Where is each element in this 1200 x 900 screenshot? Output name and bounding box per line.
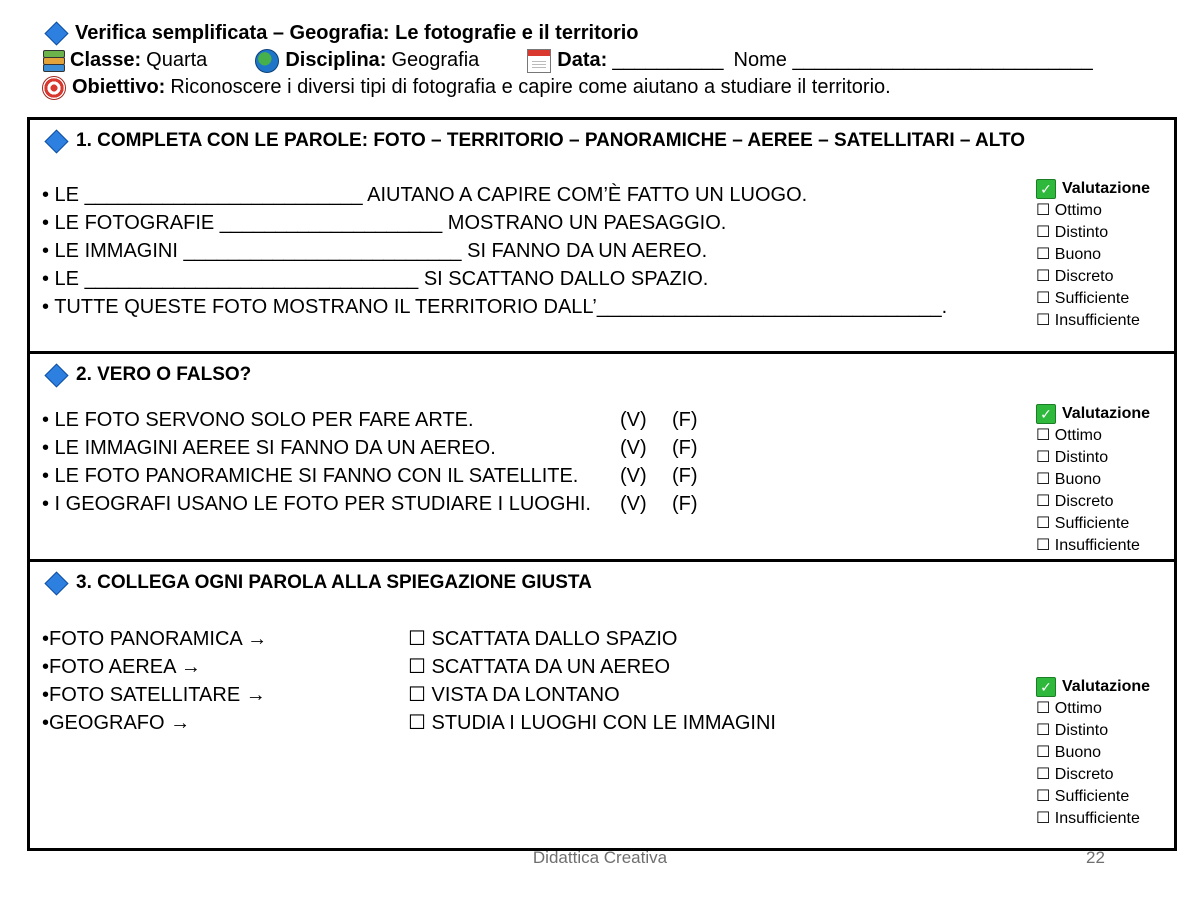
target-icon (42, 76, 66, 100)
option-f[interactable]: (F) (672, 437, 698, 459)
disciplina-label: Disciplina: (285, 49, 387, 71)
list-item: • I GEOGRAFI USANO LE FOTO PER STUDIARE I LUOGHI. (V) (F) (42, 490, 698, 518)
diamond-icon (44, 129, 68, 153)
eval-option-ottimo[interactable]: ☐ Ottimo (1036, 427, 1102, 444)
eval-option-buono[interactable]: ☐ Buono (1036, 246, 1102, 263)
eval-option-insufficiente[interactable]: ☐ Insufficiente (1036, 810, 1140, 827)
calendar-icon (527, 49, 551, 73)
option-v[interactable]: (V) (620, 409, 647, 431)
list-item[interactable]: • LE ______________________________ SI SCATTANO DALLO SPAZIO. (42, 268, 709, 290)
list-item (42, 653, 776, 681)
match-option[interactable]: ☐ SCATTATA DALLO SPAZIO (408, 628, 678, 650)
diamond-icon (44, 21, 68, 45)
header (42, 20, 1182, 101)
eval-option-ottimo[interactable]: ☐ Ottimo (1036, 700, 1102, 717)
list-item[interactable]: • LE _________________________ AIUTANO A CAPIRE COM’È FATTO UN LUOGO. (42, 184, 808, 206)
option-f[interactable]: (F) (672, 409, 698, 431)
checkmark-icon: ✓ (1036, 677, 1056, 697)
option-v[interactable]: (V) (620, 465, 647, 487)
diamond-icon (44, 571, 68, 595)
list-item: • LE IMMAGINI AEREE SI FANNO DA UN AEREO. (V) (F) (42, 434, 698, 462)
checkmark-icon: ✓ (1036, 404, 1056, 424)
diamond-icon (44, 363, 68, 387)
true-false-list (42, 406, 698, 518)
list-item[interactable]: • LE IMMAGINI _________________________ SI FANNO DA UN AEREO. (42, 240, 708, 262)
footer-brand: Didattica Creativa (532, 848, 668, 867)
section-completa (30, 120, 1174, 348)
objective-line (42, 74, 1182, 101)
eval-option-discreto[interactable]: ☐ Discreto (1036, 766, 1114, 783)
evaluation-box (1036, 676, 1150, 830)
list-item (42, 681, 776, 709)
match-term: •FOTO AEREA → (42, 656, 201, 678)
section-collega (30, 559, 1174, 851)
match-option[interactable]: ☐ SCATTATA DA UN AEREO (408, 656, 671, 678)
data-label: Data: (557, 49, 608, 71)
list-item[interactable]: • TUTTE QUESTE FOTO MOSTRANO IL TERRITORIO DALL’_______________________________. (42, 296, 948, 318)
option-v[interactable]: (V) (620, 437, 647, 459)
match-option[interactable]: ☐ STUDIA I LUOGHI CON LE IMMAGINI (408, 712, 776, 734)
evaluation-header: ✓ Valutazione (1036, 676, 1150, 698)
evaluation-header: ✓ Valutazione (1036, 403, 1150, 425)
obiettivo-text: Riconoscere i diversi tipi di fotografia e capire come aiutano a studiare il territorio. (170, 76, 891, 98)
page-title: Verifica semplificata – Geografia: Le fotografie e il territorio (75, 22, 639, 44)
books-icon (42, 50, 64, 72)
checkmark-icon: ✓ (1036, 179, 1056, 199)
section-title: 3. COLLEGA OGNI PAROLA ALLA SPIEGAZIONE GIUSTA (44, 572, 592, 594)
classe-value: Quarta (146, 49, 208, 71)
list-item[interactable]: • LE FOTOGRAFIE ____________________ MOSTRANO UN PAESAGGIO. (42, 212, 727, 234)
eval-option-ottimo[interactable]: ☐ Ottimo (1036, 202, 1102, 219)
match-term: •FOTO SATELLITARE → (42, 684, 266, 706)
evaluation-box (1036, 403, 1150, 557)
list-item (42, 709, 776, 737)
fill-in-list (42, 181, 947, 321)
data-blank[interactable]: __________ (612, 49, 724, 71)
eval-option-sufficiente[interactable]: ☐ Sufficiente (1036, 290, 1130, 307)
eval-option-buono[interactable]: ☐ Buono (1036, 471, 1102, 488)
eval-option-discreto[interactable]: ☐ Discreto (1036, 268, 1114, 285)
option-f[interactable]: (F) (672, 493, 698, 515)
eval-option-insufficiente[interactable]: ☐ Insufficiente (1036, 312, 1140, 329)
list-item (42, 625, 776, 653)
obiettivo-label: Obiettivo: (72, 76, 166, 98)
section-title: 1. COMPLETA CON LE PAROLE: FOTO – TERRITORIO – PANORAMICHE – AEREE – SATELLITARI – ALTO (44, 130, 1025, 152)
evaluation-box (1036, 178, 1150, 332)
eval-option-distinto[interactable]: ☐ Distinto (1036, 722, 1109, 739)
info-line (42, 47, 1182, 74)
exercise-box (27, 117, 1177, 851)
disciplina-value: Geografia (391, 49, 480, 71)
section-vero-falso (30, 351, 1174, 559)
option-f[interactable]: (F) (672, 465, 698, 487)
globe-icon (255, 49, 279, 73)
page-number: 22 (1086, 848, 1105, 867)
classe-label: Classe: (70, 49, 142, 71)
matching-list (42, 625, 776, 737)
match-option[interactable]: ☐ VISTA DA LONTANO (408, 684, 620, 706)
eval-option-distinto[interactable]: ☐ Distinto (1036, 224, 1109, 241)
evaluation-header: ✓ Valutazione (1036, 178, 1150, 200)
list-item: • LE FOTO SERVONO SOLO PER FARE ARTE. (V) (F) (42, 406, 698, 434)
eval-option-sufficiente[interactable]: ☐ Sufficiente (1036, 515, 1130, 532)
title-line (42, 20, 1182, 47)
list-item: • LE FOTO PANORAMICHE SI FANNO CON IL SATELLITE. (V) (F) (42, 462, 698, 490)
option-v[interactable]: (V) (620, 493, 647, 515)
eval-option-insufficiente[interactable]: ☐ Insufficiente (1036, 537, 1140, 554)
eval-option-distinto[interactable]: ☐ Distinto (1036, 449, 1109, 466)
eval-option-buono[interactable]: ☐ Buono (1036, 744, 1102, 761)
eval-option-discreto[interactable]: ☐ Discreto (1036, 493, 1114, 510)
eval-option-sufficiente[interactable]: ☐ Sufficiente (1036, 788, 1130, 805)
section-title: 2. VERO O FALSO? (44, 364, 251, 386)
match-term: •FOTO PANORAMICA → (42, 628, 268, 650)
nome-field[interactable]: Nome ___________________________ (733, 49, 1093, 71)
match-term: •GEOGRAFO → (42, 712, 191, 734)
